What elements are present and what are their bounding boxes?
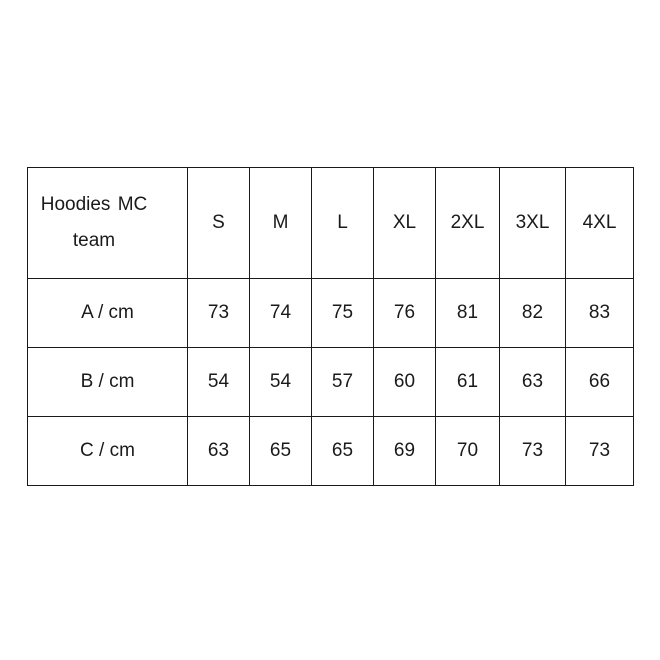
cell-a-xl: 76 [374, 279, 436, 348]
table-row [28, 417, 634, 486]
cell-a-3xl: 82 [500, 279, 566, 348]
row-label-a: A / cm [28, 279, 188, 348]
row-label-c: C / cm [28, 417, 188, 486]
column-header-3xl: 3XL [500, 168, 566, 279]
cell-c-xl: 69 [374, 417, 436, 486]
cell-c-s: 63 [188, 417, 250, 486]
column-header-l: L [312, 168, 374, 279]
cell-c-4xl: 73 [566, 417, 634, 486]
cell-a-s: 73 [188, 279, 250, 348]
cell-a-2xl: 81 [436, 279, 500, 348]
cell-a-m: 74 [250, 279, 312, 348]
cell-c-2xl: 70 [436, 417, 500, 486]
cell-b-xl: 60 [374, 348, 436, 417]
chart-title: Hoodies MC team [40, 194, 148, 251]
table-row [28, 348, 634, 417]
cell-b-3xl: 63 [500, 348, 566, 417]
size-chart-table [27, 167, 634, 486]
cell-b-2xl: 61 [436, 348, 500, 417]
column-header-2xl: 2XL [436, 168, 500, 279]
cell-b-s: 54 [188, 348, 250, 417]
size-chart-container [27, 167, 633, 486]
column-header-4xl: 4XL [566, 168, 634, 279]
table-row [28, 279, 634, 348]
cell-a-4xl: 83 [566, 279, 634, 348]
cell-b-4xl: 66 [566, 348, 634, 417]
row-label-b: B / cm [28, 348, 188, 417]
cell-a-l: 75 [312, 279, 374, 348]
table-header-row [28, 168, 634, 279]
column-header-m: M [250, 168, 312, 279]
column-header-s: S [188, 168, 250, 279]
column-header-xl: XL [374, 168, 436, 279]
cell-c-l: 65 [312, 417, 374, 486]
cell-b-m: 54 [250, 348, 312, 417]
table-corner-cell [28, 168, 188, 279]
cell-c-m: 65 [250, 417, 312, 486]
cell-c-3xl: 73 [500, 417, 566, 486]
cell-b-l: 57 [312, 348, 374, 417]
